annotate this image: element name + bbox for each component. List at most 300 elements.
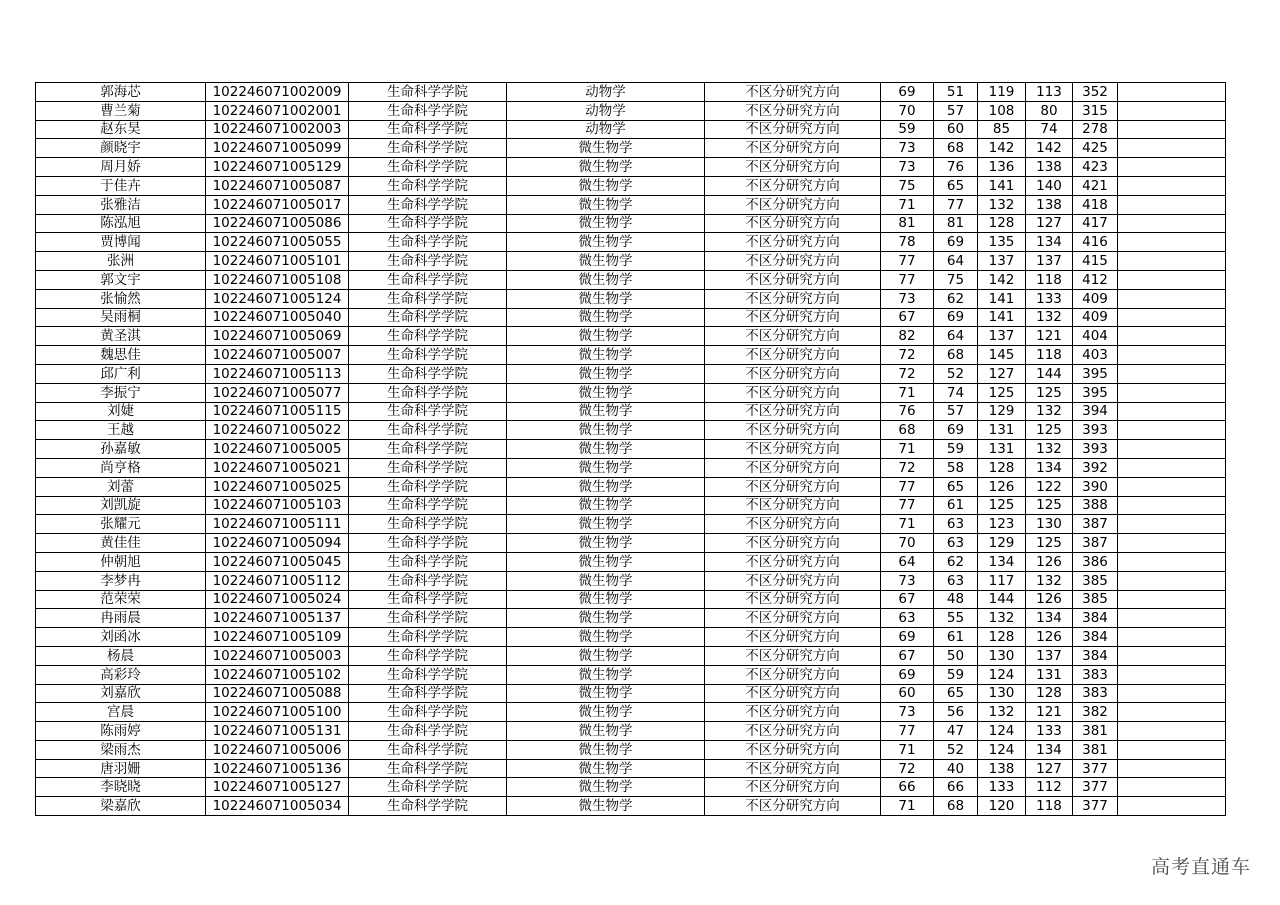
total-score-cell: 377 <box>1073 778 1118 797</box>
score-3-cell: 144 <box>978 590 1026 609</box>
candidate-name-cell: 王越 <box>36 421 206 440</box>
major-cell: 微生物学 <box>507 778 705 797</box>
candidate-id-cell: 102246071005094 <box>206 534 349 553</box>
candidate-id-cell: 102246071005055 <box>206 233 349 252</box>
score-4-cell: 127 <box>1026 214 1073 233</box>
table-row <box>36 327 1226 346</box>
candidate-id-cell: 102246071002003 <box>206 120 349 139</box>
score-4-cell: 80 <box>1026 101 1073 120</box>
note-cell <box>1118 590 1226 609</box>
score-2-cell: 58 <box>934 458 978 477</box>
score-2-cell: 68 <box>934 346 978 365</box>
score-2-cell: 75 <box>934 270 978 289</box>
score-1-cell: 82 <box>881 327 934 346</box>
candidate-name-cell: 孙嘉敏 <box>36 440 206 459</box>
major-cell: 微生物学 <box>507 665 705 684</box>
score-1-cell: 71 <box>881 383 934 402</box>
score-2-cell: 59 <box>934 665 978 684</box>
candidate-id-cell: 102246071002001 <box>206 101 349 120</box>
total-score-cell: 394 <box>1073 402 1118 421</box>
candidate-name-cell: 梁嘉欣 <box>36 797 206 816</box>
candidate-id-cell: 102246071002009 <box>206 83 349 102</box>
research-direction-cell: 不区分研究方向 <box>705 252 881 271</box>
score-2-cell: 69 <box>934 308 978 327</box>
total-score-cell: 387 <box>1073 534 1118 553</box>
table-row <box>36 364 1226 383</box>
score-3-cell: 142 <box>978 270 1026 289</box>
candidate-id-cell: 102246071005099 <box>206 139 349 158</box>
total-score-cell: 425 <box>1073 139 1118 158</box>
score-3-cell: 141 <box>978 289 1026 308</box>
school-cell: 生命科学学院 <box>349 515 507 534</box>
candidate-id-cell: 102246071005086 <box>206 214 349 233</box>
score-4-cell: 132 <box>1026 402 1073 421</box>
score-1-cell: 59 <box>881 120 934 139</box>
table-row <box>36 797 1226 816</box>
score-3-cell: 131 <box>978 440 1026 459</box>
candidate-name-cell: 刘婕 <box>36 402 206 421</box>
score-1-cell: 77 <box>881 722 934 741</box>
research-direction-cell: 不区分研究方向 <box>705 402 881 421</box>
school-cell: 生命科学学院 <box>349 458 507 477</box>
candidate-name-cell: 赵东昊 <box>36 120 206 139</box>
total-score-cell: 416 <box>1073 233 1118 252</box>
school-cell: 生命科学学院 <box>349 158 507 177</box>
total-score-cell: 393 <box>1073 440 1118 459</box>
research-direction-cell: 不区分研究方向 <box>705 477 881 496</box>
total-score-cell: 409 <box>1073 308 1118 327</box>
research-direction-cell: 不区分研究方向 <box>705 101 881 120</box>
score-2-cell: 76 <box>934 158 978 177</box>
research-direction-cell: 不区分研究方向 <box>705 684 881 703</box>
research-direction-cell: 不区分研究方向 <box>705 214 881 233</box>
score-4-cell: 144 <box>1026 364 1073 383</box>
table-row <box>36 496 1226 515</box>
score-3-cell: 141 <box>978 176 1026 195</box>
total-score-cell: 278 <box>1073 120 1118 139</box>
note-cell <box>1118 383 1226 402</box>
note-cell <box>1118 289 1226 308</box>
research-direction-cell: 不区分研究方向 <box>705 740 881 759</box>
score-1-cell: 75 <box>881 176 934 195</box>
research-direction-cell: 不区分研究方向 <box>705 233 881 252</box>
score-1-cell: 66 <box>881 778 934 797</box>
score-1-cell: 76 <box>881 402 934 421</box>
candidate-id-cell: 102246071005003 <box>206 646 349 665</box>
total-score-cell: 383 <box>1073 684 1118 703</box>
candidate-id-cell: 102246071005109 <box>206 628 349 647</box>
score-1-cell: 73 <box>881 703 934 722</box>
table-row <box>36 214 1226 233</box>
candidate-id-cell: 102246071005069 <box>206 327 349 346</box>
table-row <box>36 120 1226 139</box>
candidate-name-cell: 黄佳佳 <box>36 534 206 553</box>
score-3-cell: 126 <box>978 477 1026 496</box>
note-cell <box>1118 421 1226 440</box>
major-cell: 微生物学 <box>507 722 705 741</box>
note-cell <box>1118 327 1226 346</box>
score-4-cell: 126 <box>1026 628 1073 647</box>
candidate-id-cell: 102246071005025 <box>206 477 349 496</box>
major-cell: 动物学 <box>507 101 705 120</box>
candidate-name-cell: 刘嘉欣 <box>36 684 206 703</box>
note-cell <box>1118 571 1226 590</box>
major-cell: 微生物学 <box>507 139 705 158</box>
score-2-cell: 47 <box>934 722 978 741</box>
table-row <box>36 477 1226 496</box>
major-cell: 微生物学 <box>507 590 705 609</box>
table-row <box>36 270 1226 289</box>
score-1-cell: 71 <box>881 515 934 534</box>
major-cell: 微生物学 <box>507 797 705 816</box>
candidate-id-cell: 102246071005005 <box>206 440 349 459</box>
score-2-cell: 59 <box>934 440 978 459</box>
research-direction-cell: 不区分研究方向 <box>705 195 881 214</box>
total-score-cell: 418 <box>1073 195 1118 214</box>
score-1-cell: 63 <box>881 609 934 628</box>
candidate-id-cell: 102246071005022 <box>206 421 349 440</box>
school-cell: 生命科学学院 <box>349 364 507 383</box>
major-cell: 微生物学 <box>507 383 705 402</box>
score-1-cell: 67 <box>881 590 934 609</box>
total-score-cell: 392 <box>1073 458 1118 477</box>
candidate-name-cell: 尚亨格 <box>36 458 206 477</box>
score-2-cell: 62 <box>934 552 978 571</box>
score-4-cell: 142 <box>1026 139 1073 158</box>
table-row <box>36 458 1226 477</box>
major-cell: 微生物学 <box>507 703 705 722</box>
candidate-name-cell: 贾博闻 <box>36 233 206 252</box>
score-4-cell: 137 <box>1026 646 1073 665</box>
candidate-name-cell: 高彩玲 <box>36 665 206 684</box>
score-4-cell: 134 <box>1026 233 1073 252</box>
score-1-cell: 71 <box>881 740 934 759</box>
research-direction-cell: 不区分研究方向 <box>705 364 881 383</box>
total-score-cell: 382 <box>1073 703 1118 722</box>
note-cell <box>1118 703 1226 722</box>
candidate-name-cell: 唐羽姗 <box>36 759 206 778</box>
total-score-cell: 423 <box>1073 158 1118 177</box>
score-1-cell: 73 <box>881 289 934 308</box>
table-row <box>36 402 1226 421</box>
school-cell: 生命科学学院 <box>349 383 507 402</box>
score-3-cell: 138 <box>978 759 1026 778</box>
total-score-cell: 388 <box>1073 496 1118 515</box>
candidate-name-cell: 李振宁 <box>36 383 206 402</box>
total-score-cell: 385 <box>1073 571 1118 590</box>
note-cell <box>1118 740 1226 759</box>
score-3-cell: 137 <box>978 252 1026 271</box>
candidate-id-cell: 102246071005127 <box>206 778 349 797</box>
table-row <box>36 421 1226 440</box>
table-row <box>36 722 1226 741</box>
candidate-name-cell: 范荣荣 <box>36 590 206 609</box>
school-cell: 生命科学学院 <box>349 346 507 365</box>
score-4-cell: 137 <box>1026 252 1073 271</box>
note-cell <box>1118 722 1226 741</box>
candidate-name-cell: 仲朝旭 <box>36 552 206 571</box>
research-direction-cell: 不区分研究方向 <box>705 778 881 797</box>
score-2-cell: 65 <box>934 684 978 703</box>
table-row <box>36 176 1226 195</box>
research-direction-cell: 不区分研究方向 <box>705 665 881 684</box>
school-cell: 生命科学学院 <box>349 740 507 759</box>
major-cell: 微生物学 <box>507 496 705 515</box>
score-1-cell: 72 <box>881 759 934 778</box>
score-3-cell: 145 <box>978 346 1026 365</box>
score-3-cell: 129 <box>978 534 1026 553</box>
research-direction-cell: 不区分研究方向 <box>705 383 881 402</box>
school-cell: 生命科学学院 <box>349 722 507 741</box>
score-4-cell: 122 <box>1026 477 1073 496</box>
candidate-id-cell: 102246071005115 <box>206 402 349 421</box>
score-2-cell: 66 <box>934 778 978 797</box>
score-3-cell: 131 <box>978 421 1026 440</box>
score-3-cell: 132 <box>978 703 1026 722</box>
score-4-cell: 126 <box>1026 552 1073 571</box>
school-cell: 生命科学学院 <box>349 703 507 722</box>
score-1-cell: 78 <box>881 233 934 252</box>
candidate-id-cell: 102246071005108 <box>206 270 349 289</box>
table-row <box>36 233 1226 252</box>
major-cell: 微生物学 <box>507 364 705 383</box>
score-1-cell: 70 <box>881 101 934 120</box>
score-4-cell: 125 <box>1026 496 1073 515</box>
score-4-cell: 118 <box>1026 270 1073 289</box>
table-row <box>36 571 1226 590</box>
note-cell <box>1118 477 1226 496</box>
score-4-cell: 130 <box>1026 515 1073 534</box>
school-cell: 生命科学学院 <box>349 759 507 778</box>
table-row <box>36 440 1226 459</box>
research-direction-cell: 不区分研究方向 <box>705 628 881 647</box>
research-direction-cell: 不区分研究方向 <box>705 120 881 139</box>
school-cell: 生命科学学院 <box>349 684 507 703</box>
score-2-cell: 77 <box>934 195 978 214</box>
score-4-cell: 134 <box>1026 740 1073 759</box>
total-score-cell: 383 <box>1073 665 1118 684</box>
score-1-cell: 64 <box>881 552 934 571</box>
candidate-id-cell: 102246071005034 <box>206 797 349 816</box>
score-1-cell: 72 <box>881 346 934 365</box>
candidate-name-cell: 黄圣淇 <box>36 327 206 346</box>
candidate-name-cell: 张愉然 <box>36 289 206 308</box>
score-2-cell: 50 <box>934 646 978 665</box>
watermark-text: 高考直通车 <box>1150 856 1251 878</box>
table-row <box>36 684 1226 703</box>
candidate-name-cell: 刘蕾 <box>36 477 206 496</box>
total-score-cell: 403 <box>1073 346 1118 365</box>
score-2-cell: 65 <box>934 477 978 496</box>
research-direction-cell: 不区分研究方向 <box>705 421 881 440</box>
candidate-id-cell: 102246071005103 <box>206 496 349 515</box>
note-cell <box>1118 496 1226 515</box>
major-cell: 微生物学 <box>507 477 705 496</box>
total-score-cell: 412 <box>1073 270 1118 289</box>
candidate-id-cell: 102246071005111 <box>206 515 349 534</box>
major-cell: 微生物学 <box>507 628 705 647</box>
score-table-body <box>36 83 1226 816</box>
school-cell: 生命科学学院 <box>349 252 507 271</box>
note-cell <box>1118 120 1226 139</box>
candidate-id-cell: 102246071005040 <box>206 308 349 327</box>
candidate-name-cell: 张雅洁 <box>36 195 206 214</box>
score-3-cell: 132 <box>978 609 1026 628</box>
candidate-id-cell: 102246071005112 <box>206 571 349 590</box>
candidate-id-cell: 102246071005102 <box>206 665 349 684</box>
score-3-cell: 108 <box>978 101 1026 120</box>
major-cell: 微生物学 <box>507 233 705 252</box>
major-cell: 微生物学 <box>507 684 705 703</box>
score-1-cell: 73 <box>881 158 934 177</box>
total-score-cell: 421 <box>1073 176 1118 195</box>
candidate-name-cell: 颜晓宇 <box>36 139 206 158</box>
total-score-cell: 381 <box>1073 740 1118 759</box>
score-2-cell: 68 <box>934 797 978 816</box>
candidate-name-cell: 张洲 <box>36 252 206 271</box>
candidate-id-cell: 102246071005077 <box>206 383 349 402</box>
table-row <box>36 289 1226 308</box>
total-score-cell: 381 <box>1073 722 1118 741</box>
research-direction-cell: 不区分研究方向 <box>705 270 881 289</box>
candidate-name-cell: 冉雨晨 <box>36 609 206 628</box>
table-row <box>36 139 1226 158</box>
total-score-cell: 417 <box>1073 214 1118 233</box>
research-direction-cell: 不区分研究方向 <box>705 534 881 553</box>
school-cell: 生命科学学院 <box>349 233 507 252</box>
note-cell <box>1118 628 1226 647</box>
score-1-cell: 67 <box>881 308 934 327</box>
total-score-cell: 395 <box>1073 383 1118 402</box>
table-row <box>36 158 1226 177</box>
school-cell: 生命科学学院 <box>349 120 507 139</box>
score-2-cell: 81 <box>934 214 978 233</box>
major-cell: 动物学 <box>507 83 705 102</box>
note-cell <box>1118 308 1226 327</box>
table-row <box>36 195 1226 214</box>
score-3-cell: 125 <box>978 383 1026 402</box>
research-direction-cell: 不区分研究方向 <box>705 176 881 195</box>
major-cell: 微生物学 <box>507 458 705 477</box>
score-3-cell: 125 <box>978 496 1026 515</box>
research-direction-cell: 不区分研究方向 <box>705 158 881 177</box>
score-1-cell: 73 <box>881 571 934 590</box>
score-4-cell: 121 <box>1026 703 1073 722</box>
score-1-cell: 81 <box>881 214 934 233</box>
score-2-cell: 52 <box>934 364 978 383</box>
score-3-cell: 117 <box>978 571 1026 590</box>
table-row <box>36 346 1226 365</box>
score-4-cell: 118 <box>1026 797 1073 816</box>
note-cell <box>1118 252 1226 271</box>
school-cell: 生命科学学院 <box>349 797 507 816</box>
school-cell: 生命科学学院 <box>349 308 507 327</box>
score-1-cell: 71 <box>881 797 934 816</box>
score-4-cell: 132 <box>1026 571 1073 590</box>
candidate-name-cell: 刘凯旋 <box>36 496 206 515</box>
score-2-cell: 40 <box>934 759 978 778</box>
table-row <box>36 759 1226 778</box>
table-row <box>36 740 1226 759</box>
major-cell: 微生物学 <box>507 646 705 665</box>
major-cell: 微生物学 <box>507 346 705 365</box>
note-cell <box>1118 778 1226 797</box>
major-cell: 微生物学 <box>507 270 705 289</box>
score-3-cell: 130 <box>978 646 1026 665</box>
score-2-cell: 61 <box>934 628 978 647</box>
school-cell: 生命科学学院 <box>349 289 507 308</box>
candidate-name-cell: 吴雨桐 <box>36 308 206 327</box>
table-row <box>36 590 1226 609</box>
candidate-name-cell: 梁雨杰 <box>36 740 206 759</box>
school-cell: 生命科学学院 <box>349 270 507 289</box>
candidate-name-cell: 郭海芯 <box>36 83 206 102</box>
note-cell <box>1118 646 1226 665</box>
score-2-cell: 69 <box>934 233 978 252</box>
candidate-id-cell: 102246071005101 <box>206 252 349 271</box>
score-3-cell: 120 <box>978 797 1026 816</box>
school-cell: 生命科学学院 <box>349 609 507 628</box>
score-1-cell: 77 <box>881 477 934 496</box>
school-cell: 生命科学学院 <box>349 139 507 158</box>
note-cell <box>1118 214 1226 233</box>
candidate-name-cell: 于佳卉 <box>36 176 206 195</box>
note-cell <box>1118 270 1226 289</box>
score-1-cell: 68 <box>881 421 934 440</box>
score-4-cell: 126 <box>1026 590 1073 609</box>
research-direction-cell: 不区分研究方向 <box>705 496 881 515</box>
score-1-cell: 60 <box>881 684 934 703</box>
candidate-id-cell: 102246071005045 <box>206 552 349 571</box>
major-cell: 微生物学 <box>507 534 705 553</box>
total-score-cell: 415 <box>1073 252 1118 271</box>
research-direction-cell: 不区分研究方向 <box>705 552 881 571</box>
total-score-cell: 409 <box>1073 289 1118 308</box>
score-2-cell: 52 <box>934 740 978 759</box>
score-2-cell: 48 <box>934 590 978 609</box>
school-cell: 生命科学学院 <box>349 101 507 120</box>
score-1-cell: 69 <box>881 665 934 684</box>
note-cell <box>1118 759 1226 778</box>
score-3-cell: 141 <box>978 308 1026 327</box>
score-1-cell: 69 <box>881 83 934 102</box>
score-1-cell: 77 <box>881 252 934 271</box>
research-direction-cell: 不区分研究方向 <box>705 83 881 102</box>
research-direction-cell: 不区分研究方向 <box>705 308 881 327</box>
note-cell <box>1118 233 1226 252</box>
score-3-cell: 124 <box>978 740 1026 759</box>
table-row <box>36 665 1226 684</box>
research-direction-cell: 不区分研究方向 <box>705 327 881 346</box>
score-4-cell: 125 <box>1026 421 1073 440</box>
school-cell: 生命科学学院 <box>349 477 507 496</box>
table-row <box>36 703 1226 722</box>
major-cell: 微生物学 <box>507 440 705 459</box>
score-4-cell: 74 <box>1026 120 1073 139</box>
score-3-cell: 119 <box>978 83 1026 102</box>
candidate-name-cell: 张耀元 <box>36 515 206 534</box>
note-cell <box>1118 609 1226 628</box>
school-cell: 生命科学学院 <box>349 628 507 647</box>
research-direction-cell: 不区分研究方向 <box>705 346 881 365</box>
table-row <box>36 646 1226 665</box>
school-cell: 生命科学学院 <box>349 83 507 102</box>
total-score-cell: 377 <box>1073 759 1118 778</box>
score-1-cell: 77 <box>881 496 934 515</box>
total-score-cell: 352 <box>1073 83 1118 102</box>
note-cell <box>1118 402 1226 421</box>
score-4-cell: 128 <box>1026 684 1073 703</box>
